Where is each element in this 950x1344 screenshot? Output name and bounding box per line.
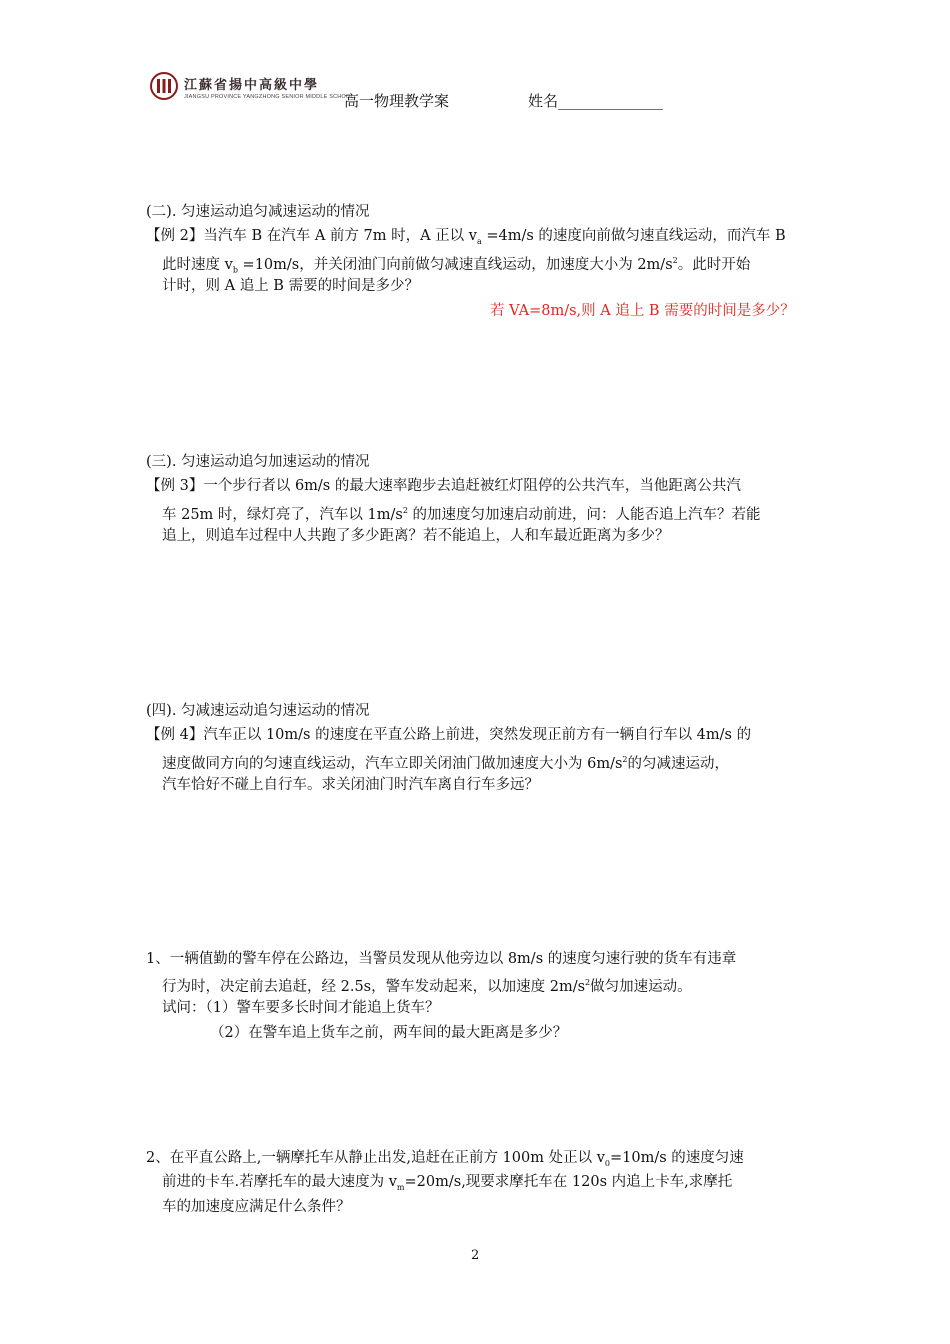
problem-1-question-2: （2）在警车追上货车之前，两车间的最大距离是多少？ [210, 1025, 568, 1041]
section-3-heading: (三). 匀速运动追匀加速运动的情况 [146, 454, 370, 470]
example-4-line-1: 【例 4】汽车正以 10m/s 的速度在平直公路上前进，突然发现正前方有一辆自行车以 4m/s 的 [146, 727, 752, 743]
problem-2-line-1: 2、在平直公路上,一辆摩托车从静止出发,追赶在正前方 100m 处正以 $v_0=10m/s$ 的速度匀速 [146, 1150, 744, 1168]
example-3-line-1: 【例 3】一个步行者以 6m/s 的最大速率跑步去追赶被红灯阻停的公共汽车，当他距离公共汽 [146, 478, 741, 494]
school-name-en: JIANGSU PROVINCE YANGZHONG SENIOR MIDDLE SCHOOL [184, 94, 354, 100]
example-4-line-3: 汽车恰好不碰上自行车。求关闭油门时汽车离自行车多远？ [162, 777, 539, 793]
section-4-heading: (四). 匀减速运动追匀速运动的情况 [146, 703, 370, 719]
school-logo [150, 72, 354, 106]
example-2-line-2: 此时速度 $v_b =10m/s$，并关闭油门向前做匀减速直线运动，加速度大小为 $2m/s^2$。此时开始 [162, 256, 751, 275]
page-title: 高一物理教学案 [344, 92, 450, 110]
example-3-line-3: 追上，则追车过程中人共跑了多少距离？若不能追上，人和车最近距离为多少？ [162, 528, 670, 544]
name-field [528, 90, 663, 111]
problem-1-line-1: 1、一辆值勤的警车停在公路边，当警员发现从他旁边以 8m/s 的速度匀速行驶的货车有违章 [146, 951, 737, 967]
problem-2-line-3: 车的加速度应满足什么条件？ [162, 1199, 351, 1215]
example-3-line-2: 车 25m 时，绿灯亮了，汽车以 $1m/s^2$ 的加速度匀加速启动前进，问：人能否追上汽车？若能 [162, 506, 761, 523]
name-blank: ______________ [558, 92, 664, 110]
page-number: 2 [471, 1248, 480, 1263]
school-emblem-icon [150, 72, 178, 100]
example-4-line-2: 速度做同方向的匀速直线运动，汽车立即关闭油门做加速度大小为 $6m/s^2$的匀减速运动， [162, 755, 730, 772]
example-2-line-1: 【例 2】当汽车 B 在汽车 A 前方 7m 时，A 正以 $v_a =4m/s$ 的速度向前做匀速直线运动，而汽车 B [146, 228, 786, 246]
name-label: 姓名 [528, 92, 559, 110]
section-2-heading: (二). 匀速运动追匀减速运动的情况 [146, 204, 370, 220]
school-name-cn: 江蘇省揚中高級中學 [184, 78, 320, 93]
problem-2-line-2: 前进的卡车.若摩托车的最大速度为 $v_m=20m/s$,现要求摩托车在 120s 内追上卡车,求摩托 [162, 1174, 733, 1192]
example-2-line-3: 计时，则 A 追上 B 需要的时间是多少？ [162, 278, 420, 294]
problem-1-line-2: 行为时，决定前去追赶，经 2.5s，警车发动起来，以加速度 $2m/s^2$做匀加速运动。 [162, 978, 692, 995]
example-2-followup-note: 若 VA=8m/s,则 A 追上 B 需要的时间是多少？ [490, 303, 795, 319]
problem-1-question-1: 试问：（1）警车要多长时间才能追上货车？ [162, 1000, 440, 1016]
